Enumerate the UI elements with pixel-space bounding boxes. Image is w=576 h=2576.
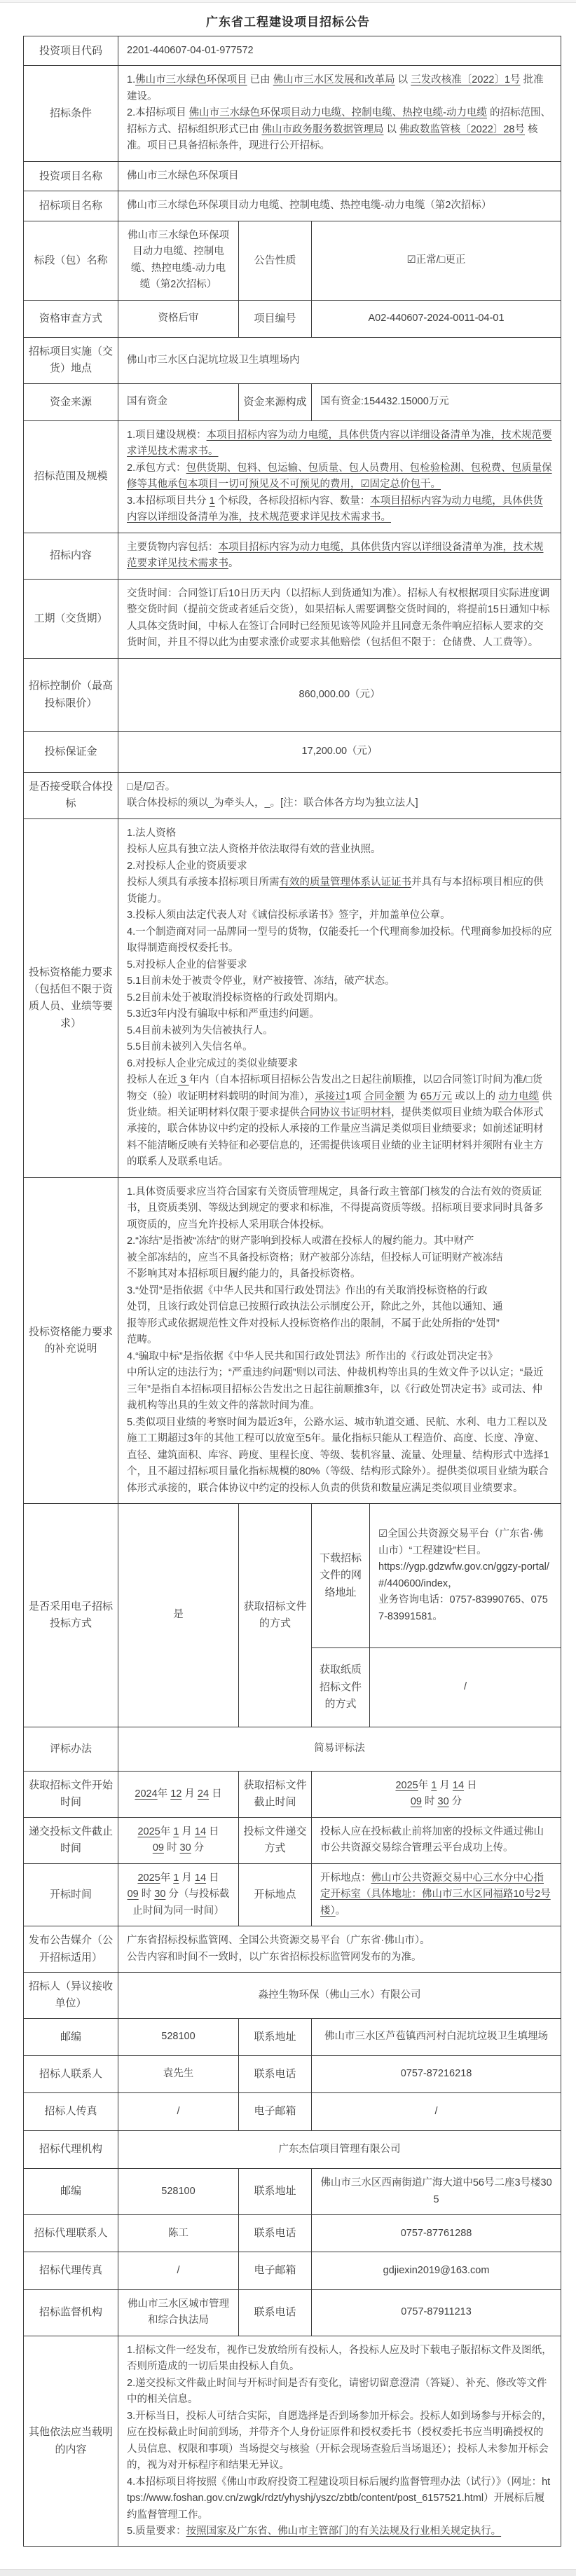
tenderer-contact-value: 袁先生: [118, 2056, 239, 2093]
project-name-label: 招标项目名称: [24, 191, 118, 221]
tenderer-phone-label: 联系电话: [239, 2056, 312, 2093]
submission-deadline-label: 递交投标文件截止时间: [24, 1817, 118, 1863]
tenderer-postcode-label: 邮编: [24, 2018, 118, 2055]
bottom-edge-bar: [0, 2569, 576, 2576]
notice-nature-label: 公告性质: [239, 221, 312, 300]
obtain-start-value: 2024年 12 月 24 日: [118, 1771, 239, 1817]
row-consortium: [24, 772, 561, 818]
supervisor-label: 招标监督机构: [24, 2289, 118, 2336]
row-capability-requirements: [24, 818, 561, 1177]
other-content-label: 其他依法应当载明的内容: [24, 2336, 118, 2547]
row-tenderer-postcode: [24, 2018, 561, 2055]
row-qualification-review: [24, 300, 561, 337]
row-agency-postcode: [24, 2169, 561, 2215]
agency-value: 广东杰信项目管理有限公司: [118, 2130, 561, 2168]
tenderer-fax-label: 招标人传真: [24, 2093, 118, 2130]
evaluation-method-value: 简易评标法: [118, 1727, 561, 1771]
opening-time-value: 2025年 1 月 14 日 09 时 30 分（与投标截止时间为同一时间）: [118, 1863, 239, 1926]
agency-label: 招标代理机构: [24, 2130, 118, 2168]
row-obtain-time: [24, 1771, 561, 1817]
submission-method-value: 投标人应在投标截止前将加密的投标文件通过佛山市公共资源交易综合管理云平台成功上传。: [312, 1817, 561, 1863]
invest-name-label: 投资项目名称: [24, 161, 118, 191]
submission-method-label: 投标文件递交方式: [239, 1817, 312, 1863]
qualification-review-value: 资格后审: [118, 300, 239, 337]
announcement-media-value: 广东省招标投标监管网、全国公共资源交易平台（广东省·佛山市）。 公告内容和时间不一致时，以广东省招标投标监管网发布的为准。: [118, 1926, 561, 1973]
agency-postcode-value: 528100: [118, 2169, 239, 2215]
row-project-name: [24, 191, 561, 221]
section-name-label: 标段（包）名称: [24, 221, 118, 300]
capability-supplement-label: 投标资格能力要求的补充说明: [24, 1177, 118, 1503]
announcement-table: [23, 36, 561, 2547]
paper-documents-value: /: [370, 1648, 561, 1727]
obtain-documents-label: 获取招标文件的方式: [239, 1504, 312, 1727]
page-title: 广东省工程建设项目招标公告: [206, 15, 370, 29]
row-tenderer: [24, 1973, 561, 2019]
invest-name-value: 佛山市三水绿色环保项目: [118, 161, 561, 191]
opening-time-label: 开标时间: [24, 1863, 118, 1926]
row-bid-bond: [24, 732, 561, 772]
evaluation-method-label: 评标办法: [24, 1727, 118, 1771]
submission-deadline-value: 2025年 1 月 14 日 09 时 30 分: [118, 1817, 239, 1863]
tenderer-address-value: 佛山市三水区芦苞镇西河村白泥坑垃圾卫生填埋场: [312, 2018, 561, 2055]
row-section-name: [24, 221, 561, 300]
agency-email-label: 电子邮箱: [239, 2252, 312, 2289]
tenderer-address-label: 联系地址: [239, 2018, 312, 2055]
delivery-location-value: 佛山市三水区白泥坑垃圾卫生填埋场内: [118, 338, 561, 384]
row-invest-code: [24, 36, 561, 66]
row-agency-fax: [24, 2252, 561, 2289]
row-agency-contact: [24, 2215, 561, 2252]
obtain-deadline-value: 2025年 1 月 14 日 09 时 30 分: [312, 1771, 561, 1817]
tenderer-email-label: 电子邮箱: [239, 2093, 312, 2130]
row-announcement-media: [24, 1926, 561, 1973]
supervisor-phone-label: 联系电话: [239, 2289, 312, 2336]
fund-source-value: 国有资金: [118, 383, 239, 420]
tender-conditions-label: 招标条件: [24, 66, 118, 161]
row-control-price: [24, 658, 561, 731]
project-number-label: 项目编号: [239, 300, 312, 337]
tender-scope-value: 1.项目建设规模：本项目招标内容为动力电缆，具体供货内容以详细设备清单为准，技术规范要求详见技术需求书。 2.承包方式：包供货期、包料、包运输、包质量、包人员费用、包检验检测、包税费、包质量保修等其他承包本项目一切可预见及不可预见的费用，☑固定总价包干。 3.本招标项目共分 1 个标段，各标段招标内容、数量：本项目招标内容为动力电缆，具体供货内容以详细设备清单为准，技术规范要求详见技术需求书。: [118, 421, 561, 533]
agency-phone-label: 联系电话: [239, 2215, 312, 2252]
electronic-bidding-value: 是: [118, 1504, 239, 1727]
obtain-start-label: 获取招标文件开始时间: [24, 1771, 118, 1817]
row-opening-time: [24, 1863, 561, 1926]
agency-phone-value: 0757-87761288: [312, 2215, 561, 2252]
section-name-value: 佛山市三水绿色环保项目动力电缆、控制电缆、热控电缆-动力电缆（第2次招标）: [118, 221, 239, 300]
row-electronic-bidding: [24, 1504, 561, 1648]
download-address-value: ☑全国公共资源交易平台（广东省·佛山市）“工程建设”栏目。 https://ygp.gdzwfw.gov.cn/ggzy-portal/#/440600/index， 业务咨询电话：0757-83990765、0757-83991581。: [370, 1504, 561, 1648]
invest-code-label: 投资项目代码: [24, 36, 118, 66]
project-number-value: A02-440607-2024-0011-04-01: [312, 300, 561, 337]
download-address-label: 下载招标文件的网络地址: [312, 1504, 370, 1648]
bid-bond-label: 投标保证金: [24, 732, 118, 772]
tender-content-value: 主要货物内容包括：本项目招标内容为动力电缆，具体供货内容以详细设备清单为准，技术规范要求详见技术需求书。: [118, 533, 561, 579]
agency-fax-value: /: [118, 2252, 239, 2289]
tenderer-contact-label: 招标人联系人: [24, 2056, 118, 2093]
agency-contact-value: 陈工: [118, 2215, 239, 2252]
agency-contact-label: 招标代理联系人: [24, 2215, 118, 2252]
delivery-period-label: 工期（交货期）: [24, 579, 118, 658]
consortium-label: 是否接受联合体投标: [24, 772, 118, 818]
top-edge-bar: [0, 0, 576, 3]
row-tender-content: [24, 533, 561, 579]
tender-scope-label: 招标范围及规模: [24, 421, 118, 533]
fund-composition-value: 国有资金:154432.15000万元: [312, 383, 561, 420]
tenderer-phone-value: 0757-87216218: [312, 2056, 561, 2093]
bid-bond-value: 17,200.00（元）: [118, 732, 561, 772]
row-tenderer-contact: [24, 2056, 561, 2093]
notice-nature-value: ☑正常/□更正: [312, 221, 561, 300]
electronic-bidding-label: 是否采用电子招标投标方式: [24, 1504, 118, 1727]
row-tenderer-fax: [24, 2093, 561, 2130]
fund-composition-label: 资金来源构成: [239, 383, 312, 420]
row-tender-scope: [24, 421, 561, 533]
tenderer-label: 招标人（异议接收单位）: [24, 1973, 118, 2019]
row-invest-name: [24, 161, 561, 191]
delivery-location-label: 招标项目实施（交货）地点: [24, 338, 118, 384]
project-name-value: 佛山市三水绿色环保项目动力电缆、控制电缆、热控电缆-动力电缆（第2次招标）: [118, 191, 561, 221]
row-supervisor: [24, 2289, 561, 2336]
tenderer-postcode-value: 528100: [118, 2018, 239, 2055]
agency-email-value: gdjiexin2019@163.com: [312, 2252, 561, 2289]
agency-address-value: 佛山市三水区西南街道广海大道中56号二座3号楼305: [312, 2169, 561, 2215]
agency-fax-label: 招标代理传真: [24, 2252, 118, 2289]
control-price-value: 860,000.00（元）: [118, 658, 561, 731]
row-delivery-period: [24, 579, 561, 658]
tender-conditions-value: 1.佛山市三水绿色环保项目 已由 佛山市三水区发展和改革局 以 三发改核准〔2022〕1号 批准建设。 2.本招标项目 佛山市三水绿色环保项目动力电缆、控制电缆、热控电缆-动力电缆 的招标范围、招标方式、招标组织形式已由 佛山市政务服务数据管理局 以 佛政数监管核〔2022〕28号 核准。项目已具备招标条件，现进行公开招标。: [118, 66, 561, 161]
obtain-deadline-label: 获取招标文件截止时间: [239, 1771, 312, 1817]
agency-address-label: 联系地址: [239, 2169, 312, 2215]
supervisor-phone-value: 0757-87911213: [312, 2289, 561, 2336]
paper-documents-label: 获取纸质招标文件的方式: [312, 1648, 370, 1727]
row-other-content: [24, 2336, 561, 2547]
opening-place-value: 开标地点：佛山市公共资源交易中心三水分中心指定开标室（具体地址：佛山市三水区同福路10号2号楼）。: [312, 1863, 561, 1926]
agency-postcode-label: 邮编: [24, 2169, 118, 2215]
row-tender-conditions: [24, 66, 561, 161]
capability-requirements-value: 1.法人资格 投标人应具有独立法人资格并依法取得有效的营业执照。 2.对投标人企业的资质要求 投标人须具有承接本招标项目所需有效的质量管理体系认证证书并具有与本招标项目相应的供货能力。 3.投标人须由法定代表人对《诚信投标承诺书》签字，并加盖单位公章。 4.一个制造商对同一品牌同一型号的货物，仅能委托一个代理商参加投标。代理商参加投标的应取得制造商授权委托书。 5.对投标人企业的信誉要求 5.1目前未处于被责令停业，财产被接管、冻结，破产状态。 5.2目前未处于被取消投标资格的行政处罚期内。 5.3近3年内没有骗取中标和严重违约问题。 5.4目前未被列为失信被执行人。 5.5目前未被列入失信名单。 6.对投标人企业完成过的类似业绩要求 投标人在近 3 年内（自本招标项目招标公告发出之日起往前顺推，以☑合同签订时间为准/□货物交（验）收证明材料载明的时间为准），承接过1项 合同金额 为 65万元 或以上的 动力电缆 供货业绩。相关证明材料仅限于要求提供合同协议书证明材料，提供类似项目业绩为联合体形式承接的，联合体协议中约定的投标人承接的工作量应当满足类似项目业绩要求；如前述证明材料不能清晰反映有关特征和必要信息的，还需提供该项目业绩的业主证明材料并须附有业主方的联系人及联系电话。: [118, 818, 561, 1177]
announcement-media-label: 发布公告媒介（公开招标适用）: [24, 1926, 118, 1973]
capability-supplement-value: 1.具体资质要求应当符合国家有关资质管理规定，具备行政主管部门核发的合法有效的资质证书，且资质类别、等级达到规定的要求和标准，不得提高资质等级。招标项目要求同时具备多项资质的，应当允许投标人采用联合体投标。 2.“冻结”是指被“冻结”的财产影响到投标人或潜在投标人的履约能力。其中财产 被全部冻结的，应当不具备投标资格；财产被部分冻结，但投标人可证明财产被冻结 不影响其对本招标项目履约能力的，具备投标资格。 3.“处罚”是指依据《中华人民共和国行政处罚法》作出的有关取消投标资格的行政 处罚，且该行政处罚信息已按照行政执法公示制度公开，除此之外，其他以通知、通 报等形式或依据规范性文件对投标人投标资格作出的限制，不属于此处所指的“处罚” 范畴。 4.“骗取中标”是指依据《中华人民共和国行政处罚法》所作出的《行政处罚决定书》 中所认定的违法行为；“严重违约问题”则以司法、仲裁机构等出具的生效文件予以认定；“最近三年”是指自本招标项目招标公告发出之日起往前顺推3年，以《行政处罚决定书》或司法、仲裁机构等出具的生效文件的落款时间为准。 5.类似项目业绩的考察时间为最近3年，公路水运、城市轨道交通、民航、水利、电力工程以及施工工期超过3年的其他工程可以放宽至5年。量化指标只能从工程造价、高度、长度、净宽、直径、建筑面积、库容、跨度、里程长度、等级、装机容量、流量、处理量、结构形式中选择1个，且不超过招标项目量化指标规模的80%（等级、结构形式除外）。提供类似项目业绩为联合体形式承接的，联合体协议中约定的投标人负责的供货和数量应满足类似项目业绩要求。: [118, 1177, 561, 1503]
control-price-label: 招标控制价（最高投标限价）: [24, 658, 118, 731]
tenderer-value: 淼控生物环保（佛山三水）有限公司: [118, 1973, 561, 2019]
bottom-spacer: [0, 2547, 576, 2569]
row-delivery-location: [24, 338, 561, 384]
opening-place-label: 开标地点: [239, 1863, 312, 1926]
fund-source-label: 资金来源: [24, 383, 118, 420]
other-content-value: 1.招标文件一经发布，视作已发放给所有投标人，各投标人应及时下载电子版招标文件及图纸，否则所造成的一切后果由投标人自负。 2.递交投标文件截止时间与开标时间是否有变化，请密切留意澄清（答疑）、补充、修改等文件中的相关信息。 3.开标当日，投标人可结合实际，自愿选择是否到场参加开标会。投标人如到场参与开标会的，应在投标截止时间前到场，并带齐个人身份证原件和授权委托书（授权委托书应当明确授权的人员信息、权限和事项）当场提交与核验（开标会现场查验后当场退还）；投标人未参加开标会的，视为对开标程序和结果无异议。 4.本招标项目将按照《佛山市政府投资工程建设项目标后履约监督管理办法（试行）》（网址：https://www.foshan.gov.cn/zwgk/rdzt/yhyshj/yszc/zbtb/content/post_6157521.html）开展标后履约监督管理工作。 5.质量要求：按照国家及广东省、佛山市主管部门的有关法规及行业相关规定执行。: [118, 2336, 561, 2547]
row-submission-deadline: [24, 1817, 561, 1863]
row-fund-source: [24, 383, 561, 420]
consortium-value: □是/☑否。 联合体投标的须以_为牵头人，_。[注：联合体各方均为独立法人]: [118, 772, 561, 818]
qualification-review-label: 资格审查方式: [24, 300, 118, 337]
row-evaluation-method: [24, 1727, 561, 1771]
row-capability-supplement: [24, 1177, 561, 1503]
invest-code-value: 2201-440607-04-01-977572: [118, 36, 561, 66]
delivery-period-value: 交货时间：合同签订后10日历天内（以招标人到货通知为准）。招标人有权根据项目实际进度调整交货时间（提前交货或者延后交货），如果招标人需要调整交货时间的，将提前15日通知中标人具体交货时间，中标人在签订合同时已经预见该等风险并且同意无条件响应招标人要求的交货时间，并且不得以此为由要求涨价或要求其他赔偿（包括但不限于：仓储费、人工费等）。: [118, 579, 561, 658]
capability-requirements-label: 投标资格能力要求（包括但不限于资质人员、业绩等要求）: [24, 818, 118, 1177]
supervisor-value: 佛山市三水区城市管理和综合执法局: [118, 2289, 239, 2336]
tenderer-email-value: /: [312, 2093, 561, 2130]
row-agency: [24, 2130, 561, 2168]
tenderer-fax-value: /: [118, 2093, 239, 2130]
tender-content-label: 招标内容: [24, 533, 118, 579]
